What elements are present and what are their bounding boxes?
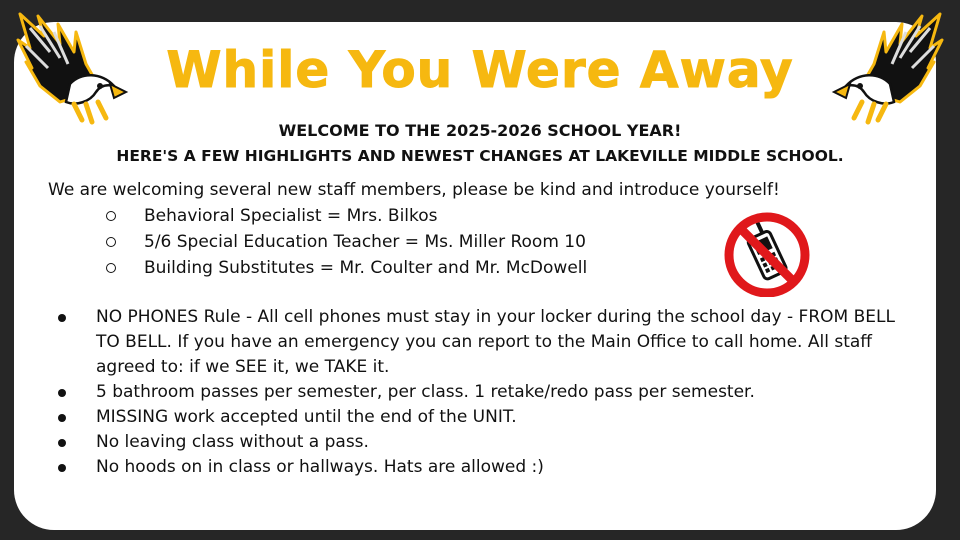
rule-text: No hoods on in class or hallways. Hats are allowed :) <box>96 457 544 477</box>
hollow-bullet-icon <box>106 237 116 247</box>
rules-list <box>56 305 906 480</box>
page-title: While You Were Away <box>166 41 794 99</box>
list-item <box>92 229 587 255</box>
list-item <box>56 305 906 380</box>
list-item <box>56 405 906 430</box>
list-item <box>92 203 587 229</box>
highlights-subtitle: HERE'S A FEW HIGHLIGHTS AND NEWEST CHANGES AT LAKEVILLE MIDDLE SCHOOL. <box>116 147 844 165</box>
staff-item-text: 5/6 Special Education Teacher = Ms. Miller Room 10 <box>144 232 586 252</box>
bullet-icon <box>58 464 66 472</box>
bullet-icon <box>58 314 66 322</box>
list-item <box>56 430 906 455</box>
list-item <box>56 455 906 480</box>
hollow-bullet-icon <box>106 211 116 221</box>
rule-text: NO PHONES Rule - All cell phones must stay in your locker during the school day - FROM BELL TO BELL. If you have an emergency you can report to the Main Office to call home. All staff agreed to: if we SEE it, we TAKE it. <box>96 307 895 377</box>
staff-list <box>92 203 587 281</box>
staff-intro-text: We are welcoming several new staff members, please be kind and introduce yourself! <box>48 180 780 200</box>
hollow-bullet-icon <box>106 263 116 273</box>
bullet-icon <box>58 439 66 447</box>
rule-text: MISSING work accepted until the end of the UNIT. <box>96 407 517 427</box>
rule-text: 5 bathroom passes per semester, per class. 1 retake/redo pass per semester. <box>96 382 755 402</box>
staff-item-text: Building Substitutes = Mr. Coulter and Mr. McDowell <box>144 258 588 278</box>
welcome-subtitle: WELCOME TO THE 2025-2026 SCHOOL YEAR! <box>278 121 682 140</box>
staff-item-text: Behavioral Specialist = Mrs. Bilkos <box>144 206 438 226</box>
list-item <box>92 255 587 281</box>
rule-text: No leaving class without a pass. <box>96 432 369 452</box>
bullet-icon <box>58 414 66 422</box>
no-phones-icon <box>716 209 820 297</box>
list-item <box>56 380 906 405</box>
bullet-icon <box>58 389 66 397</box>
